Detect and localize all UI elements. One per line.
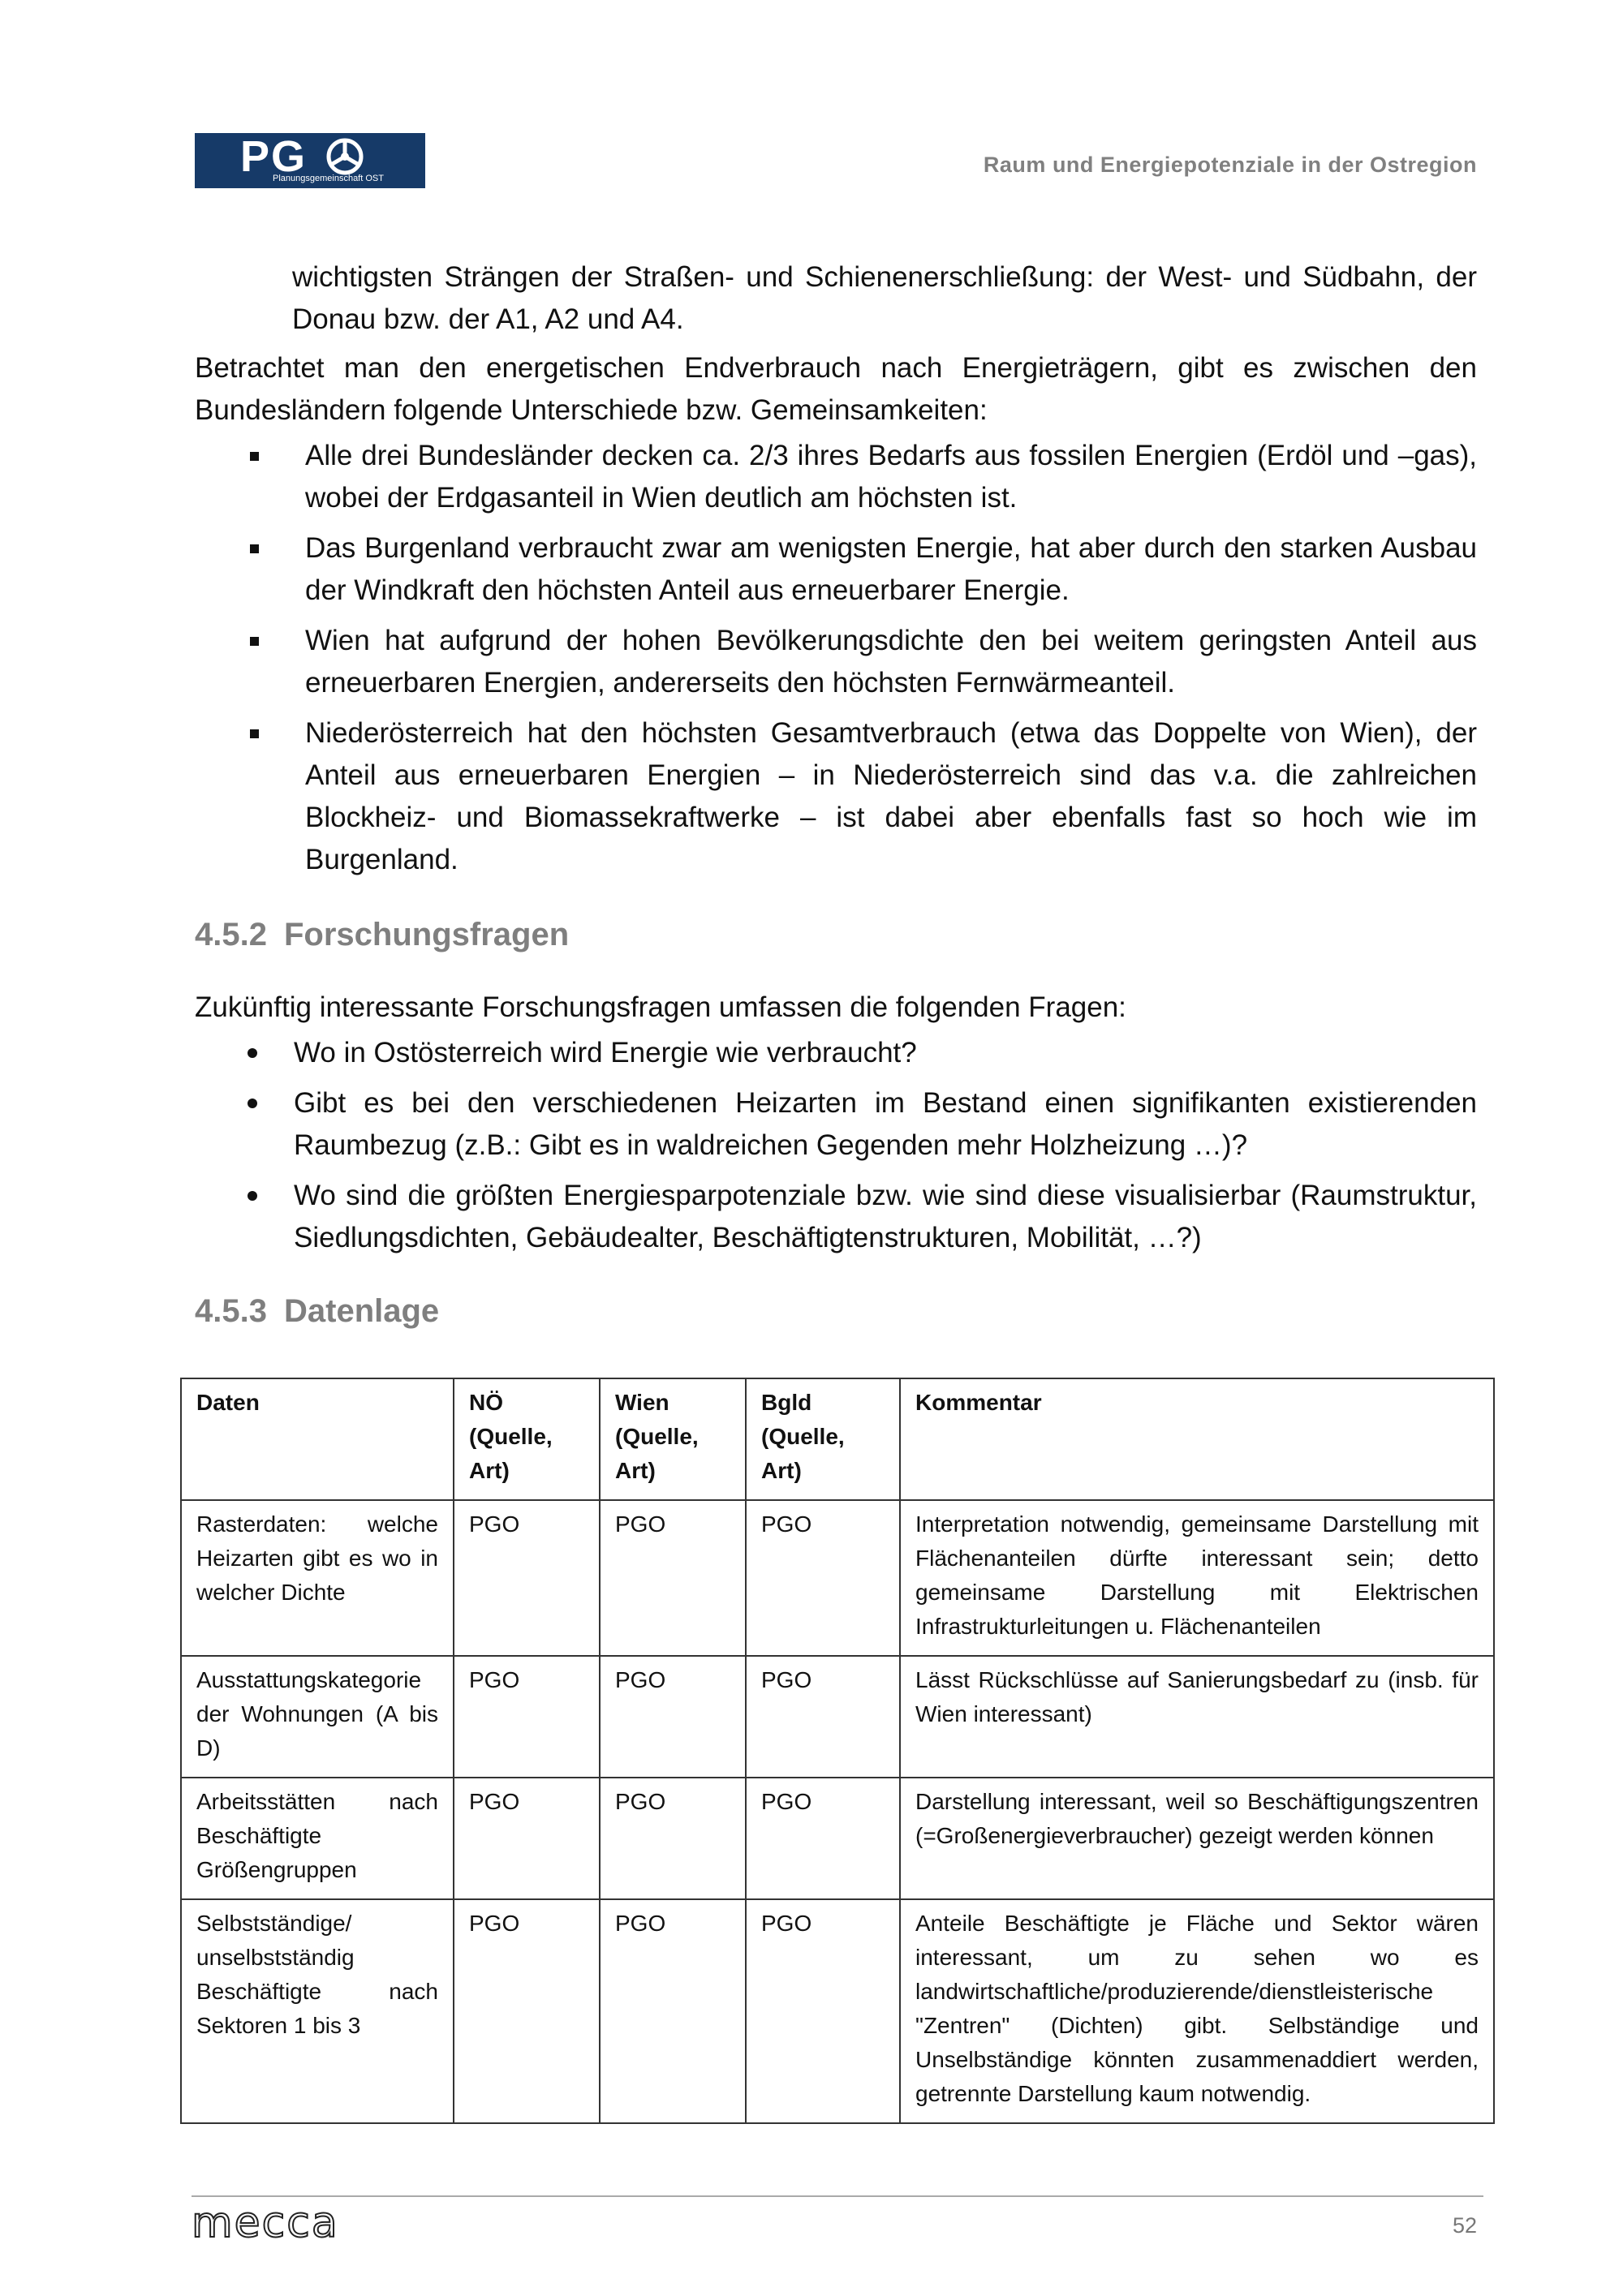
table-cell: Lässt Rückschlüsse auf Sanierungsbedarf zu (insb. für Wien interessant) [900,1656,1494,1778]
table-row [181,1656,1494,1778]
section-number: 4.5.3 [195,1293,267,1329]
column-header: Bgld (Quelle, Art) [746,1378,900,1500]
section-title: Forschungsfragen [284,917,570,952]
column-header: Daten [181,1378,454,1500]
footer-divider [192,2195,1483,2197]
list-item: Gibt es bei den verschiedenen Heizarten im Bestand einen signifikanten existierenden Raumbezug (z.B.: Gibt es in waldreichen Gegenden mehr Holzheizung …)? [195,1082,1477,1167]
logo-text: PG [240,132,308,181]
table-cell: Interpretation notwendig, gemeinsame Darstellung mit Flächenanteilen dürfte interessant sein; detto gemeinsame Darstellung mit Elektrischen Infrastrukturleitungen u. Flächenanteilen [900,1500,1494,1656]
logo-subtitle: Planungsgemeinschaft OST [273,174,384,183]
list-item: Niederösterreich hat den höchsten Gesamtverbrauch (etwa das Doppelte von Wien), der Anteil aus erneuerbaren Energien – in Niederösterreich sind das v.a. die zahlreichen Blockheiz- und Biomassekraftwerke – ist dabei aber ebenfalls fast so hoch wie im Burgenland. [195,712,1477,881]
section-number: 4.5.2 [195,917,267,952]
section-heading-datenlage [195,1290,1477,1332]
column-header: NÖ (Quelle, Art) [454,1378,600,1500]
table-cell: PGO [746,1899,900,2123]
table-cell: PGO [454,1500,600,1656]
table-cell: Anteile Beschäftigte je Fläche und Sektor wären interessant, um zu sehen wo es landwirtschaftliche/produzierende/dienstleisterische "Zentren" (Dichten) gibt. Selbständige und Unselbständige könnten zusammenaddiert werden, getrennte Darstellung kaum notwendig. [900,1899,1494,2123]
column-header: Wien (Quelle, Art) [600,1378,746,1500]
list-item: Wien hat aufgrund der hohen Bevölkerungsdichte den bei weitem geringsten Anteil aus erneuerbaren Energien, andererseits den höchsten Fernwärmeanteil. [195,620,1477,704]
table-cell: PGO [600,1656,746,1778]
page-number: 52 [1452,2213,1477,2238]
data-table [180,1378,1495,2124]
table-cell: PGO [746,1656,900,1778]
column-header: Kommentar [900,1378,1494,1500]
table-row [181,1500,1494,1656]
list-item: Das Burgenland verbraucht zwar am wenigsten Energie, hat aber durch den starken Ausbau der Windkraft den höchsten Anteil aus erneuerbarer Energie. [195,527,1477,612]
list-item: Wo sind die größten Energiesparpotenziale bzw. wie sind diese visualisierbar (Raumstruktur, Siedlungsdichten, Gebäudealter, Beschäftigtenstrukturen, Mobilität, …?) [195,1175,1477,1259]
table-cell: PGO [746,1500,900,1656]
list-item: Alle drei Bundesländer decken ca. 2/3 ihres Bedarfs aus fossilen Energien (Erdöl und –gas), wobei der Erdgasanteil in Wien deutlich am höchsten ist. [195,435,1477,519]
table-cell: PGO [454,1778,600,1899]
logo-wheel-icon [326,138,364,175]
table-cell: PGO [600,1899,746,2123]
table-cell: Darstellung interessant, weil so Beschäftigungszentren (=Großenergieverbraucher) gezeigt werden können [900,1778,1494,1899]
table-cell: Arbeitsstätten nach Beschäftigte Größengruppen [181,1778,454,1899]
table-cell: Selbstständige/ unselbstständig Beschäftigte nach Sektoren 1 bis 3 [181,1899,454,2123]
table-cell: PGO [454,1656,600,1778]
table-cell: Rasterdaten: welche Heizarten gibt es wo in welcher Dichte [181,1500,454,1656]
table-header-row [181,1378,1494,1500]
header-title: Raum und Energiepotenziale in der Ostregion [983,153,1477,177]
table-cell: PGO [454,1899,600,2123]
pgo-logo [195,133,425,188]
table-row [181,1899,1494,2123]
table-cell: Ausstattungskategorie der Wohnungen (A bis D) [181,1656,454,1778]
document-body [195,256,1477,1361]
mecca-logo: mecca [192,2199,339,2247]
questions-list [195,1032,1477,1259]
table-cell: PGO [600,1500,746,1656]
table-cell: PGO [746,1778,900,1899]
section-title: Datenlage [284,1293,440,1329]
list-item: Wo in Ostösterreich wird Energie wie verbraucht? [195,1032,1477,1074]
table-cell: PGO [600,1778,746,1899]
continuation-text: wichtigsten Strängen der Straßen- und Schienenerschließung: der West- und Südbahn, der Donau bzw. der A1, A2 und A4. [292,261,1477,335]
comparison-list [195,435,1477,881]
questions-intro: Zukünftig interessante Forschungsfragen umfassen die folgenden Fragen: [195,991,1126,1023]
intro-paragraph: Betrachtet man den energetischen Endverbrauch nach Energieträgern, gibt es zwischen den Bundesländern folgende Unterschiede bzw. Gemeinsamkeiten: [195,352,1477,426]
section-heading-forschungsfragen [195,914,1477,956]
table-row [181,1778,1494,1899]
